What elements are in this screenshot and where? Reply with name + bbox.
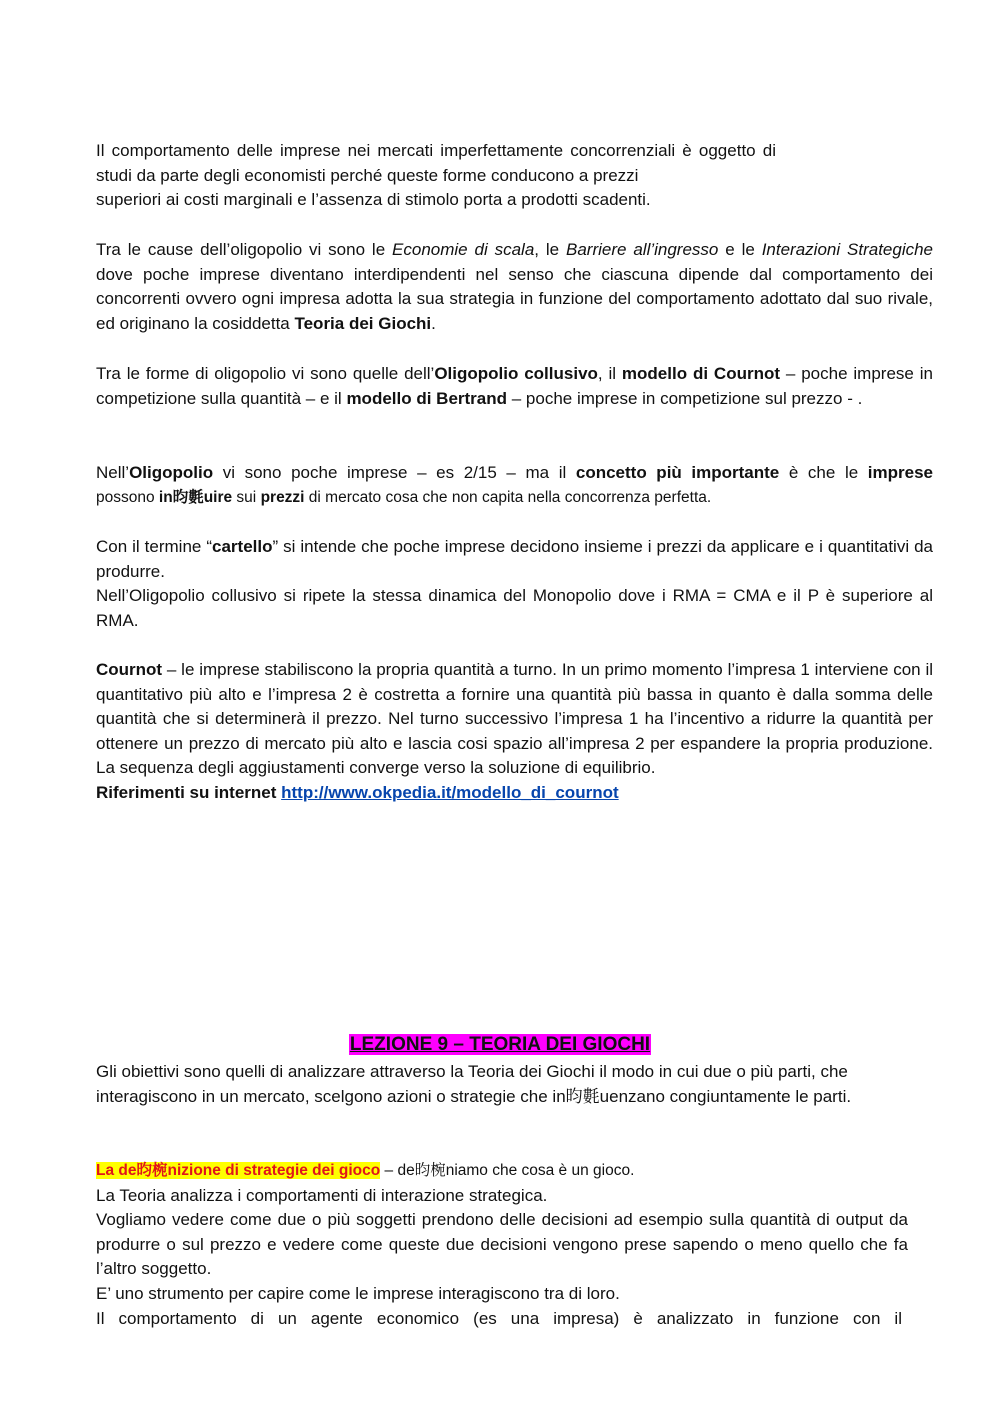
oligopolio-text-1: Nell’ <box>96 463 130 482</box>
oligopolio-text-6: di mercato cosa che non capita nella concorrenza perfetta. <box>304 488 712 506</box>
cause-text-3: e le <box>718 240 762 259</box>
cournot-ref-link[interactable]: http://www.okpedia.it/modello_di_cournot <box>281 782 619 802</box>
oligopolio-bold-prezzi: prezzi <box>260 488 305 506</box>
cournot-bold-title: Cournot <box>96 660 163 679</box>
cartello-bold-cartello: cartello <box>212 537 273 556</box>
cartello-text-1: Con il termine “ <box>96 537 213 556</box>
cause-em-economie: Economie di scala <box>392 240 535 259</box>
cause-text-5: . <box>431 313 436 333</box>
cournot-ref-label: Riferimenti su internet <box>96 782 282 802</box>
cournot-paragraph <box>96 658 933 806</box>
cause-text-1: Tra le cause dell’oligopolio vi sono le <box>96 240 393 259</box>
oligopolio-bold-concetto: concetto più importante <box>575 463 780 482</box>
oligopolio-line-2 <box>96 486 933 511</box>
definizione-line <box>96 1159 933 1184</box>
forme-bold-bertrand: modello di Bertrand <box>346 388 508 408</box>
definizione-highlight: La de昀椀nizione di strategie dei gioco <box>96 1162 381 1179</box>
cartello-line-1 <box>96 535 933 584</box>
forme-text-2: , il <box>597 364 622 383</box>
vogliamo-paragraph: Vogliamo vedere come due o più soggetti prendono delle decisioni ad esempio sulla quantità di output da produrre o sul prezzo e vedere come queste due decisioni vengono prese sapendo o meno quello che fa l’altro soggetto. <box>96 1210 908 1279</box>
cournot-text: – le imprese stabiliscono la propria quantità a turno. In un primo momento l’impresa 1 interviene con il quantitativo più alto e l’impresa 2 è costretta a fornire una quantità più bassa in quanto è dalla somma delle quantità che si determinerà il prezzo. Nel turno successivo l’impresa 1 ha l’incentivo a ridurre la quantità per ottenere un prezzo di mercato più alto e lascia cosi spazio all’impresa 2 per espandere la propria produzione. La sequenza degli aggiustamenti converge verso la soluzione di equilibrio. <box>96 660 933 778</box>
cause-text-2: , le <box>534 240 566 259</box>
strumento-line: E’ uno strumento per capire come le imprese interagiscono tra di loro. <box>96 1283 620 1303</box>
intro-paragraph <box>96 139 933 213</box>
lesson-title <box>0 1031 1000 1059</box>
forme-bold-cournot: modello di Cournot <box>621 364 781 383</box>
oligopolio-line-1 <box>96 461 933 486</box>
oligopolio-paragraph <box>96 461 933 510</box>
oligopolio-bold-imprese: imprese <box>867 463 933 482</box>
cartello-paragraph <box>96 535 933 633</box>
oligopolio-bold-influire: in昀氀uire <box>158 488 233 506</box>
cause-text-4: dove poche imprese diventano interdipendenti nel senso che ciascuna dipende dal comportamento dei concorrenti ovvero ogni impresa adotta la sua strategia in funzione del comportamento adottato dal suo rivale, ed originano la cosiddetta <box>96 264 933 333</box>
definizione-rest: – de昀椀niamo che cosa è un gioco. <box>380 1162 635 1179</box>
forme-bold-collusivo: Oligopolio collusivo <box>434 364 598 383</box>
oligopolio-bold-oligopolio: Oligopolio <box>129 463 214 482</box>
oligopolio-text-3: è che le <box>779 463 868 482</box>
definizione-section <box>96 1159 933 1331</box>
cartello-line-2: Nell’Oligopolio collusivo si ripete la stessa dinamica del Monopolio dove i RMA = CMA e il P è superiore al RMA. <box>96 586 933 630</box>
comportamento-line: Il comportamento di un agente economico (es una impresa) è analizzato in funzione con il <box>96 1308 902 1328</box>
intro-line-1: Il comportamento delle imprese nei mercati imperfettamente concorrenziali è oggetto di studi da parte degli economisti perché queste forme conducono a prezzi <box>96 141 776 185</box>
lesson-title-text: LEZIONE 9 – TEORIA DEI GIOCHI <box>349 1034 651 1055</box>
cause-paragraph <box>96 238 933 336</box>
obiettivi-text: Gli obiettivi sono quelli di analizzare attraverso la Teoria dei Giochi il modo in cui due o più parti, che interagiscono in un mercato, scelgono azioni o strategie che in昀氀uenzano congiuntamente le parti. <box>96 1062 852 1106</box>
intro-line-2: superiori ai costi marginali e l’assenza di stimolo porta a prodotti scadenti. <box>96 190 651 210</box>
cournot-reference <box>96 781 933 806</box>
oligopolio-text-5: sui <box>232 488 261 506</box>
obiettivi-paragraph <box>96 1060 933 1109</box>
forme-text-4: – poche imprese in competizione sul prezzo - . <box>507 388 863 408</box>
cause-em-barriere: Barriere all’ingresso <box>566 240 719 259</box>
oligopolio-text-4: possono <box>96 488 159 506</box>
cause-bold-teoria: Teoria dei Giochi <box>294 313 432 333</box>
forme-paragraph <box>96 362 933 411</box>
teoria-line: La Teoria analizza i comportamenti di interazione strategica. <box>96 1185 548 1205</box>
oligopolio-text-2: vi sono poche imprese – es 2/15 – ma il <box>213 463 576 482</box>
cournot-body <box>96 658 933 781</box>
forme-text-3: – poche imprese in competizione sulla quantità – e il <box>96 364 933 408</box>
cartello-text-2: ” si intende che poche imprese decidono insieme i prezzi da applicare e i quantitativi da produrre. <box>96 537 933 581</box>
cause-em-interazioni: Interazioni Strategiche <box>761 240 934 259</box>
forme-text-1: Tra le forme di oligopolio vi sono quelle dell’ <box>96 364 435 383</box>
